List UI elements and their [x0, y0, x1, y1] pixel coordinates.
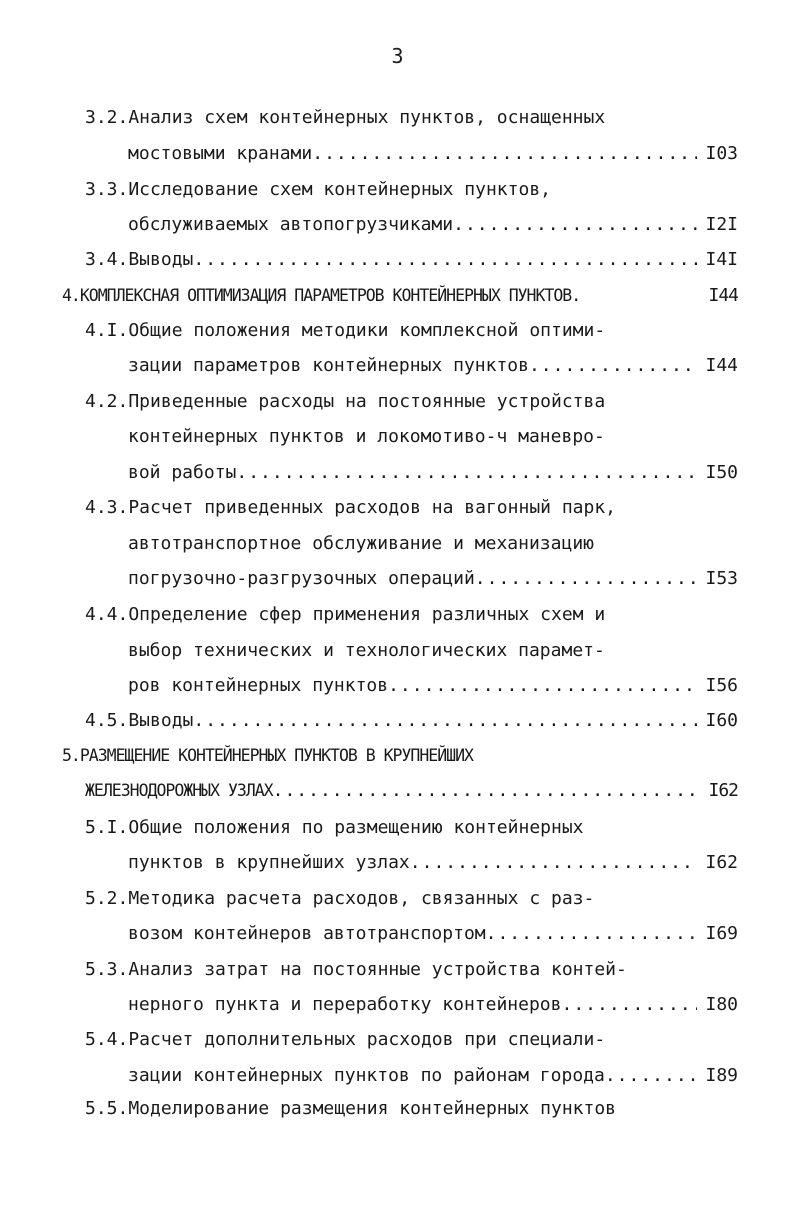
toc-page-number: I2I	[705, 214, 738, 235]
toc-leader-dots	[453, 210, 697, 240]
toc-leader-dots	[475, 564, 698, 594]
toc-chapter-entry	[85, 776, 738, 806]
toc-line	[85, 103, 705, 133]
toc-line-text: 5.2.Методика расчета расходов, связанных с раз-	[85, 888, 595, 909]
toc-line	[85, 175, 705, 205]
toc-entry	[85, 706, 738, 736]
toc-line-text: 5.5.Моделирование размещения контейнерных пунктов	[85, 1098, 617, 1119]
toc-page-number: I89	[705, 1065, 738, 1086]
toc-leader-dots	[312, 139, 697, 169]
toc-entry	[128, 848, 738, 878]
toc-page-number: I44	[708, 285, 738, 306]
toc-entry-title: вой работы	[128, 462, 237, 483]
toc-chapter-line	[62, 741, 712, 771]
page-number: 3	[391, 44, 404, 68]
toc-line-text: 5.4.Расчет дополнительных расходов при специали-	[85, 1029, 606, 1050]
toc-leader-dots	[193, 245, 697, 275]
toc-leader-dots	[486, 919, 698, 949]
toc-entry	[128, 139, 738, 169]
toc-entry	[128, 990, 738, 1020]
toc-line	[85, 1025, 705, 1055]
toc-entry	[128, 564, 738, 594]
toc-line	[85, 600, 705, 630]
toc-line	[85, 884, 705, 914]
toc-leader-dots	[273, 776, 701, 806]
toc-page-number: I69	[705, 923, 738, 944]
toc-line	[85, 387, 705, 417]
toc-entry-title: обслуживаемых автопогрузчиками	[128, 214, 454, 235]
toc-page-number: I44	[705, 355, 738, 376]
toc-line-text: контейнерных пунктов и локомотиво-ч маневро-	[128, 426, 605, 447]
toc-chapter-entry	[62, 281, 738, 311]
toc-leader-dots	[561, 990, 697, 1020]
toc-leader-dots	[605, 1061, 698, 1091]
toc-line	[85, 1094, 705, 1124]
toc-entry	[128, 671, 738, 701]
toc-entry-title: 4.КОМПЛЕКСНАЯ ОПТИМИЗАЦИЯ ПАРАМЕТРОВ КОНТЕЙНЕРНЫХ ПУНКТОВ.	[62, 286, 581, 305]
toc-entry-title: нерного пункта и переработку контейнеров	[128, 994, 562, 1015]
toc-page-number: I62	[708, 780, 738, 801]
toc-line-text: выбор технических и технологических парамет-	[128, 640, 605, 661]
toc-entry-title: 4.5.Выводы	[85, 710, 194, 731]
toc-entry-title: погрузочно-разгрузочных операций	[128, 568, 475, 589]
toc-leader-dots	[193, 706, 697, 736]
toc-entry-title: пунктов в крупнейших узлах	[128, 852, 410, 873]
toc-entry-title: мостовыми кранами	[128, 143, 313, 164]
toc-page-number: I03	[705, 143, 738, 164]
toc-entry	[128, 1061, 738, 1091]
toc-leader-dots	[388, 671, 697, 701]
toc-page-number: I53	[705, 568, 738, 589]
toc-page-number: I60	[705, 710, 738, 731]
toc-entry-title: ров контейнерных пунктов	[128, 675, 389, 696]
toc-line-text: 5.3.Анализ затрат на постоянные устройства контей-	[85, 959, 627, 980]
toc-entry-title: возом контейнеров автотранспортом	[128, 923, 486, 944]
toc-line-text: 5.РАЗМЕЩЕНИЕ КОНТЕЙНЕРНЫХ ПУНКТОВ В КРУПНЕЙШИХ	[62, 746, 473, 765]
toc-line-text: 5.I.Общие положения по размещению контейнерных	[85, 817, 584, 838]
toc-page-number: I50	[705, 462, 738, 483]
toc-line	[85, 316, 705, 346]
toc-line-text: 3.3.Исследование схем контейнерных пунктов,	[85, 179, 551, 200]
toc-line	[128, 636, 708, 666]
toc-leader-dots	[236, 458, 697, 488]
toc-entry	[85, 245, 738, 275]
toc-leader-dots	[410, 848, 698, 878]
toc-line-text: 3.2.Анализ схем контейнерных пунктов, оснащенных	[85, 107, 606, 128]
toc-line	[128, 529, 708, 559]
toc-entry-title: зации контейнерных пунктов по районам города	[128, 1065, 605, 1086]
toc-line	[85, 955, 705, 985]
toc-entry	[128, 458, 738, 488]
toc-page-number: I62	[705, 852, 738, 873]
toc-line-text: 4.I.Общие положения методики комплексной оптими-	[85, 320, 606, 341]
toc-line-text: 4.2.Приведенные расходы на постоянные устройства	[85, 391, 606, 412]
toc-entry	[128, 919, 738, 949]
toc-entry-title: ЖЕЛЕЗНОДОРОЖНЫХ УЗЛАХ	[85, 781, 273, 800]
toc-entry-title: зации параметров контейнерных пунктов	[128, 355, 529, 376]
toc-leader-dots	[529, 351, 698, 381]
toc-page-number: I56	[705, 675, 738, 696]
toc-line-text: 4.3.Расчет приведенных расходов на вагонный парк,	[85, 497, 617, 518]
toc-line-text: автотранспортное обслуживание и механизацию	[128, 533, 594, 554]
toc-entry	[128, 351, 738, 381]
toc-line	[85, 813, 705, 843]
toc-page-number: I4I	[705, 249, 738, 270]
toc-entry	[128, 210, 738, 240]
toc-entry-title: 3.4.Выводы	[85, 249, 194, 270]
toc-line	[128, 422, 708, 452]
toc-page-number: I80	[705, 994, 738, 1015]
toc-line-text: 4.4.Определение сфер применения различных схем и	[85, 604, 606, 625]
toc-line	[85, 493, 705, 523]
